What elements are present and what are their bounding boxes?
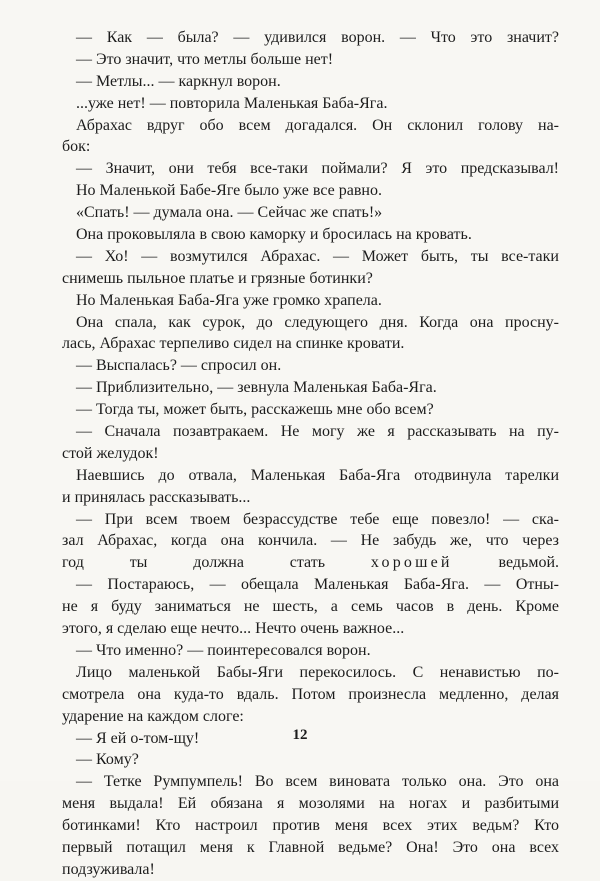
text-line: стой желудок! bbox=[62, 444, 159, 462]
text-line: Абрахас вдруг обо всем догадался. Он склонил голову на- bbox=[76, 116, 559, 134]
text-line: смотрела она куда-то вдаль. Потом произнесла медленно, делая bbox=[62, 685, 559, 703]
text-line: — Сначала позавтракаем. Не могу же я рассказывать на пу- bbox=[76, 423, 559, 441]
text-line: лась, Абрахас терпеливо сидел на спинке кровати. bbox=[62, 335, 405, 353]
text-line: — Как — была? — удивился ворон. — Что это значит? bbox=[76, 29, 559, 46]
text-line-part: год ты должна стать bbox=[62, 554, 326, 572]
text-line: — Я ей о-том-щу! bbox=[76, 729, 200, 747]
text-line: — Кому? bbox=[76, 751, 139, 769]
text-line: первый потащил меня к Главной ведьме? Она! Это она всех bbox=[62, 838, 559, 856]
text-line: — Метлы... — каркнул ворон. bbox=[76, 72, 281, 90]
text-line: Она спала, как сурок, до следующего дня. Когда она просну- bbox=[76, 313, 559, 331]
text-line: меня выдала! Ей обязана я мозолями на ногах и разбитыми bbox=[62, 795, 559, 813]
text-line: Лицо маленькой Бабы-Яги перекосилось. С ненавистью по- bbox=[76, 663, 559, 681]
text-line-part: ведьмой. bbox=[498, 554, 559, 572]
text-line: — Что именно? — поинтересовался ворон. bbox=[76, 641, 371, 659]
text-line: — Это значит, что метлы больше нет! bbox=[76, 50, 334, 68]
text-line: подзуживала! bbox=[62, 860, 155, 878]
text-line: Но Маленькая Баба-Яга уже громко храпела. bbox=[76, 291, 382, 309]
text-line: Но Маленькой Бабе-Яге было уже все равно. bbox=[76, 182, 382, 200]
emphasized-word: хорошей bbox=[370, 554, 453, 572]
text-line: снимешь пыльное платье и грязные ботинки? bbox=[62, 269, 373, 287]
page-number: 12 bbox=[292, 727, 308, 743]
body-text bbox=[62, 27, 559, 881]
text-line: — Постараюсь, — обещала Маленькая Баба-Яга. — Отны- bbox=[76, 576, 559, 594]
text-line: ударение на каждом слоге: bbox=[62, 707, 244, 725]
text-line: — Тетке Румпумпель! Во всем виновата только она. Это она bbox=[76, 773, 559, 791]
text-line: зал Абрахас, когда она кончила. — Не забудь же, что через bbox=[62, 532, 559, 550]
text-line: и принялась рассказывать... bbox=[62, 488, 251, 506]
text-line: Она проковыляла в свою каморку и бросилась на кровать. bbox=[76, 226, 472, 244]
text-line: бок: bbox=[62, 138, 91, 156]
text-line: — Значит, они тебя все-таки поймали? Я это предсказывал! bbox=[76, 160, 559, 178]
text-line: — Хо! — возмутился Абрахас. — Может быть, ты все-таки bbox=[76, 247, 559, 265]
text-line: «Спать! — думала она. — Сейчас же спать!» bbox=[76, 204, 383, 222]
text-line: — Приблизительно, — зевнула Маленькая Баба-Яга. bbox=[76, 379, 437, 397]
text-line: ...уже нет! — повторила Маленькая Баба-Яга. bbox=[76, 94, 388, 112]
text-line: не я буду заниматься не шесть, а семь часов в день. Кроме bbox=[62, 598, 559, 616]
text-line: — Тогда ты, может быть, расскажешь мне обо всем? bbox=[76, 401, 434, 419]
text-line: — Выспалась? — спросил он. bbox=[76, 357, 282, 375]
text-line: Наевшись до отвала, Маленькая Баба-Яга отодвинула тарелки bbox=[76, 466, 559, 484]
text-line bbox=[62, 552, 559, 574]
text-line: этого, я сделаю еще нечто... Нечто очень важное... bbox=[62, 620, 405, 638]
text-line: — При всем твоем безрассудстве тебе еще повезло! — ска- bbox=[76, 510, 559, 528]
text-line: ботинками! Кто настроил против меня всех этих ведьм? Кто bbox=[62, 817, 559, 835]
